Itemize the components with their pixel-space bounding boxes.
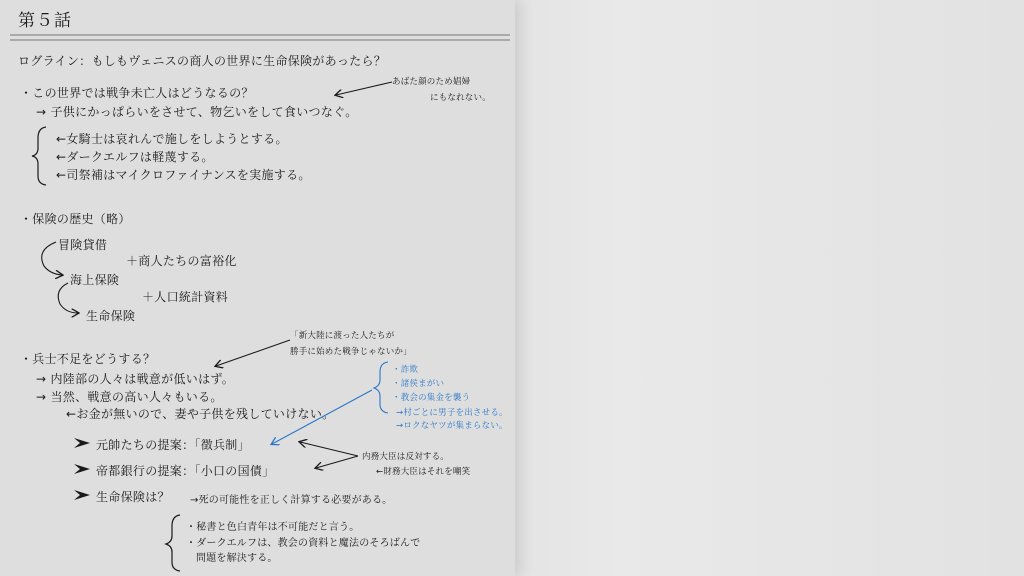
blue-note-1: ・詐欺 [392,365,419,375]
sec1-branch-2: ←ダークエルフは軽蔑する。 [56,150,214,164]
sec1-note-line2: にもなれない。 [430,93,491,103]
sec1-question: ・この世界では戦争未亡人はどうなるの？ [20,86,254,100]
history-item-2: 海上保険 [70,273,120,287]
sec3-line-3: ←お金が無いので、妻や子供を残していけない。 [66,407,335,421]
footnote-1: ・秘書と色白青年は不可能だと言う。 [186,522,360,533]
history-item-1: 冒険貸借 [58,238,108,252]
page-title: 第５話 [18,11,72,31]
blue-note-5: →ロクなヤツが集まらない。 [396,421,508,431]
proposal-1: 元帥たちの提案：「徴兵制」 [96,438,250,452]
quote-line-1: 「新大陸に渡った人たちが [290,331,395,341]
sec1-note-line1: あばた顔のため娼婦 [392,77,471,87]
sec3-line-1: → 内陸部の人々は戦意が低いはず。 [36,372,235,386]
reaction-1: 内務大臣は反対する。 [362,452,450,462]
blue-note-3: ・教会の集金を襲う [392,393,471,403]
footnote-3: 問題を解決する。 [196,553,278,564]
history-item-3: 生命保険 [86,309,136,323]
sec3-heading: ・兵士不足をどうする？ [20,352,156,366]
sec2-heading: ・保険の歴史（略） [20,212,131,226]
sec1-answer: → 子供にかっぱらいをさせて、物乞いをして食いつなぐ。 [36,105,358,119]
proposal-2: 帝都銀行の提案：「小口の国債」 [96,464,275,478]
sec1-branch-1: ←女騎士は哀れんで施しをしようとする。 [56,132,288,146]
blue-note-4: →村ごとに男子を出させる。 [396,408,508,418]
quote-line-2: 勝手に始めた戦争じゃないか」 [290,347,412,357]
proposal-3-note: →死の可能性を正しく計算する必要がある。 [190,495,393,506]
history-note-2: ＋人口統計資料 [142,290,229,304]
blue-note-2: ・諸侯まがい [392,379,445,389]
footnote-2: ・ダークエルフは、教会の資料と魔法のそろばんで [186,538,421,549]
logline: ログライン：もしもヴェニスの商人の世界に生命保険があったら？ [18,54,387,68]
reaction-2: ←財務大臣はそれを嘲笑 [376,467,471,477]
sec1-branch-3: ←司祭補はマイクロファイナンスを実施する。 [56,168,311,182]
proposal-3: 生命保険は？ [96,490,170,504]
sec3-line-2: → 当然、戦意の高い人々もいる。 [36,390,223,404]
history-note-1: ＋商人たちの富裕化 [126,254,237,268]
